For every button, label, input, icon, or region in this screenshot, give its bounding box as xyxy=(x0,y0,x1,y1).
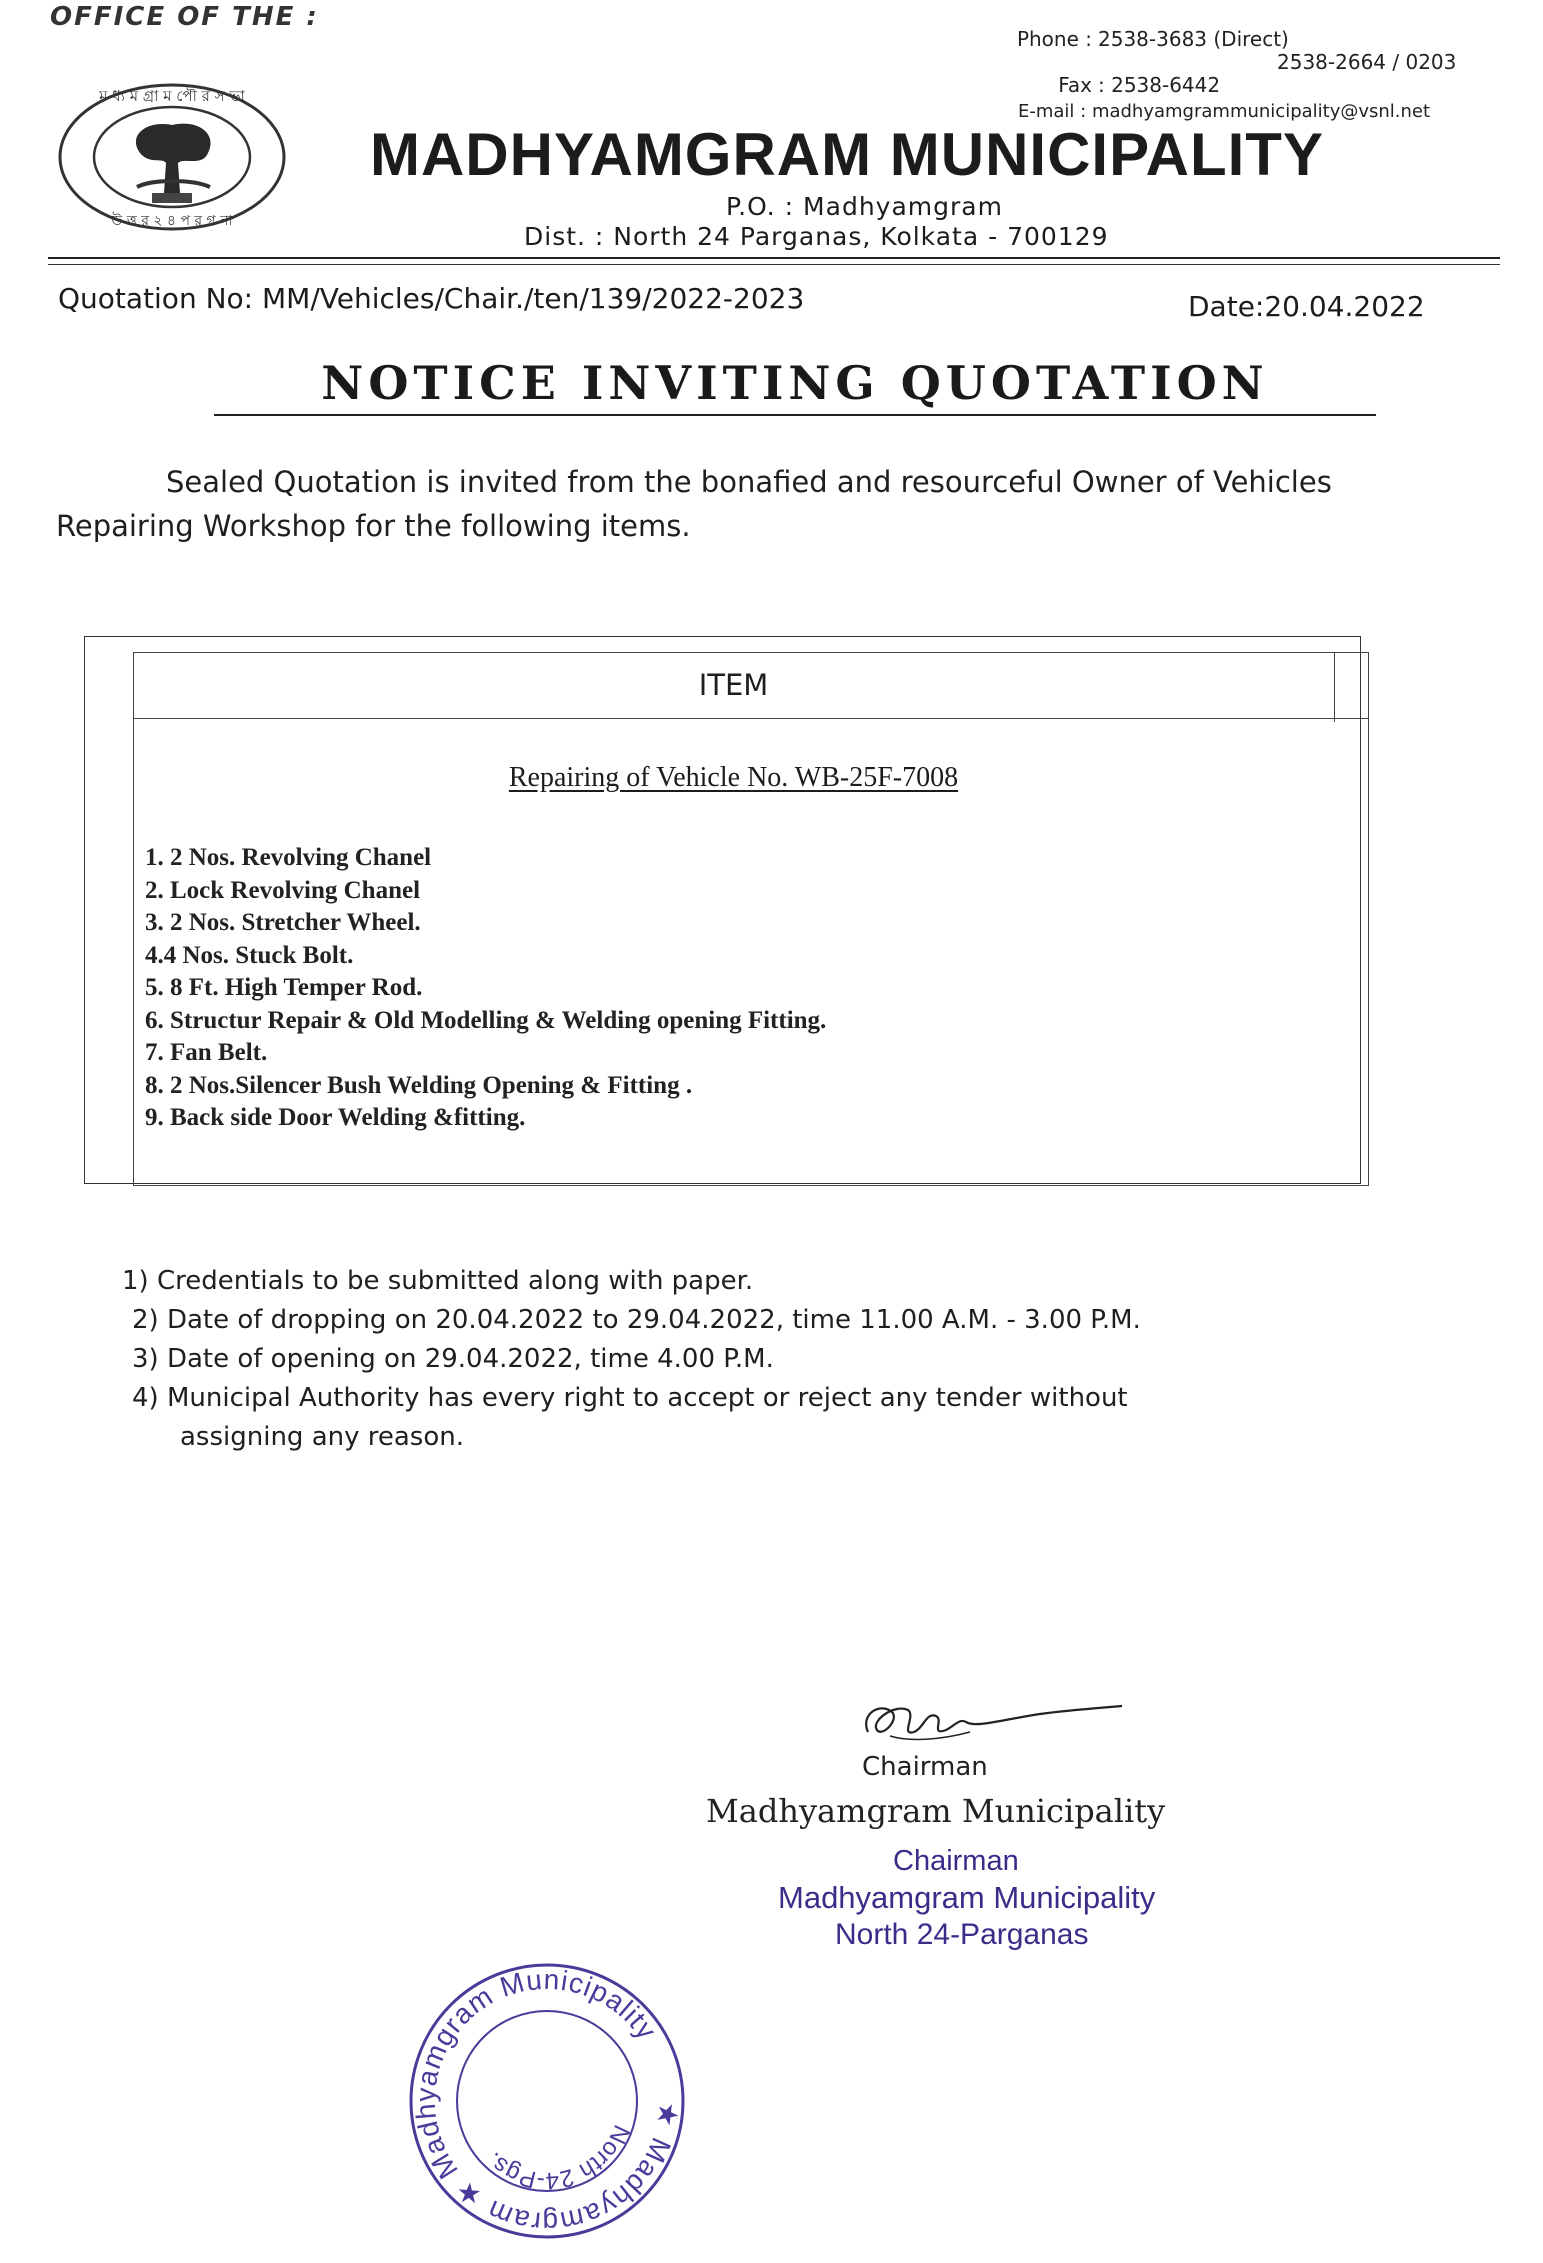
intro-line-1: Sealed Quotation is invited from the bonafied and resourceful Owner of Vehicles xyxy=(166,465,1332,499)
list-item: 2. Lock Revolving Chanel xyxy=(145,876,421,904)
notice-heading: NOTICE INVITING QUOTATION xyxy=(321,356,1269,410)
table-header-column-divider xyxy=(1334,652,1335,722)
list-item: 4.4 Nos. Stuck Bolt. xyxy=(145,941,354,969)
list-item: 9. Back side Door Welding &fitting. xyxy=(145,1104,526,1131)
list-item: 7. Fan Belt. xyxy=(145,1039,268,1066)
heading-underline xyxy=(214,414,1376,416)
svg-text:উ ত্ত র ২ ৪ প র গ না: উ ত্ত র ২ ৪ প র গ না xyxy=(111,213,233,229)
phone-number-1: 2538-3683 (Direct) xyxy=(1098,27,1289,51)
conditions-list xyxy=(122,1262,1422,1457)
table-header-item: ITEM xyxy=(698,668,769,702)
svg-text:North 24-Pgs.: North 24-Pgs. xyxy=(480,2120,636,2195)
condition-item: 3) Date of opening on 29.04.2022, time 4.00 P.M. xyxy=(132,1344,774,1374)
district-address: Dist. : North 24 Parganas, Kolkata - 700129 xyxy=(524,222,1109,251)
phone-label: Phone : xyxy=(1016,27,1092,51)
vehicle-subtitle: Repairing of Vehicle No. WB-25F-7008 xyxy=(508,762,959,793)
stamp-organization: Madhyamgram Municipality xyxy=(778,1880,1156,1915)
list-item: 8. 2 Nos.Silencer Bush Welding Opening & Fitting . xyxy=(145,1071,693,1099)
condition-item: 1) Credentials to be submitted along with paper. xyxy=(122,1266,754,1296)
quotation-number: Quotation No: MM/Vehicles/Chair./ten/139/2022-2023 xyxy=(58,282,805,315)
intro-paragraph xyxy=(56,460,1416,548)
condition-item: 4) Municipal Authority has every right to accept or reject any tender without xyxy=(132,1383,1128,1413)
municipality-emblem-icon xyxy=(52,75,292,245)
stamp-district: North 24-Parganas xyxy=(835,1918,1089,1951)
fax-label: Fax xyxy=(1058,73,1092,97)
signatory-title: Chairman xyxy=(862,1752,988,1782)
condition-item: 2) Date of dropping on 20.04.2022 to 29.04.2022, time 11.00 A.M. - 3.00 P.M. xyxy=(132,1305,1141,1335)
contact-block xyxy=(1012,28,1456,97)
table-header-divider xyxy=(133,718,1369,719)
fax-number: : 2538-6442 xyxy=(1098,73,1221,97)
organization-name: MADHYAMGRAM MUNICIPALITY xyxy=(370,121,1324,188)
phone-number-2: 2538-2664 / 0203 xyxy=(1277,50,1457,74)
fax-row xyxy=(1012,74,1456,97)
list-item: 1. 2 Nos. Revolving Chanel xyxy=(145,844,432,871)
signatory-organization: Madhyamgram Municipality xyxy=(706,1792,1166,1830)
svg-text:ম ধ্য ম গ্রা ম পৌ র স ভা: ম ধ্য ম গ্রা ম পৌ র স ভা xyxy=(99,87,245,105)
condition-item-continued: assigning any reason. xyxy=(180,1422,465,1452)
header-rule xyxy=(48,257,1500,259)
intro-line-2: Repairing Workshop for the following items. xyxy=(56,509,691,543)
round-seal-icon xyxy=(406,1960,688,2242)
post-office: P.O. : Madhyamgram xyxy=(726,192,1003,221)
quotation-date: Date:20.04.2022 xyxy=(1188,290,1425,323)
stamp-title: Chairman xyxy=(893,1845,1019,1877)
svg-text:★ Madhyamgram ★ Madhyamgram Mu: ★ Madhyamgram ★ Madhyamgram Municipality xyxy=(409,1963,685,2239)
list-item: 3. 2 Nos. Stretcher Wheel. xyxy=(145,909,421,936)
header-rule-thin xyxy=(48,264,1500,265)
item-list xyxy=(145,842,1295,1135)
office-label: OFFICE OF THE : xyxy=(50,2,319,32)
email-address: E-mail : madhyamgrammunicipality@vsnl.net xyxy=(1018,101,1431,122)
phone-row xyxy=(1012,28,1456,51)
list-item: 6. Structur Repair & Old Modelling & Welding opening Fitting. xyxy=(145,1006,827,1034)
list-item: 5. 8 Ft. High Temper Rod. xyxy=(145,974,423,1001)
